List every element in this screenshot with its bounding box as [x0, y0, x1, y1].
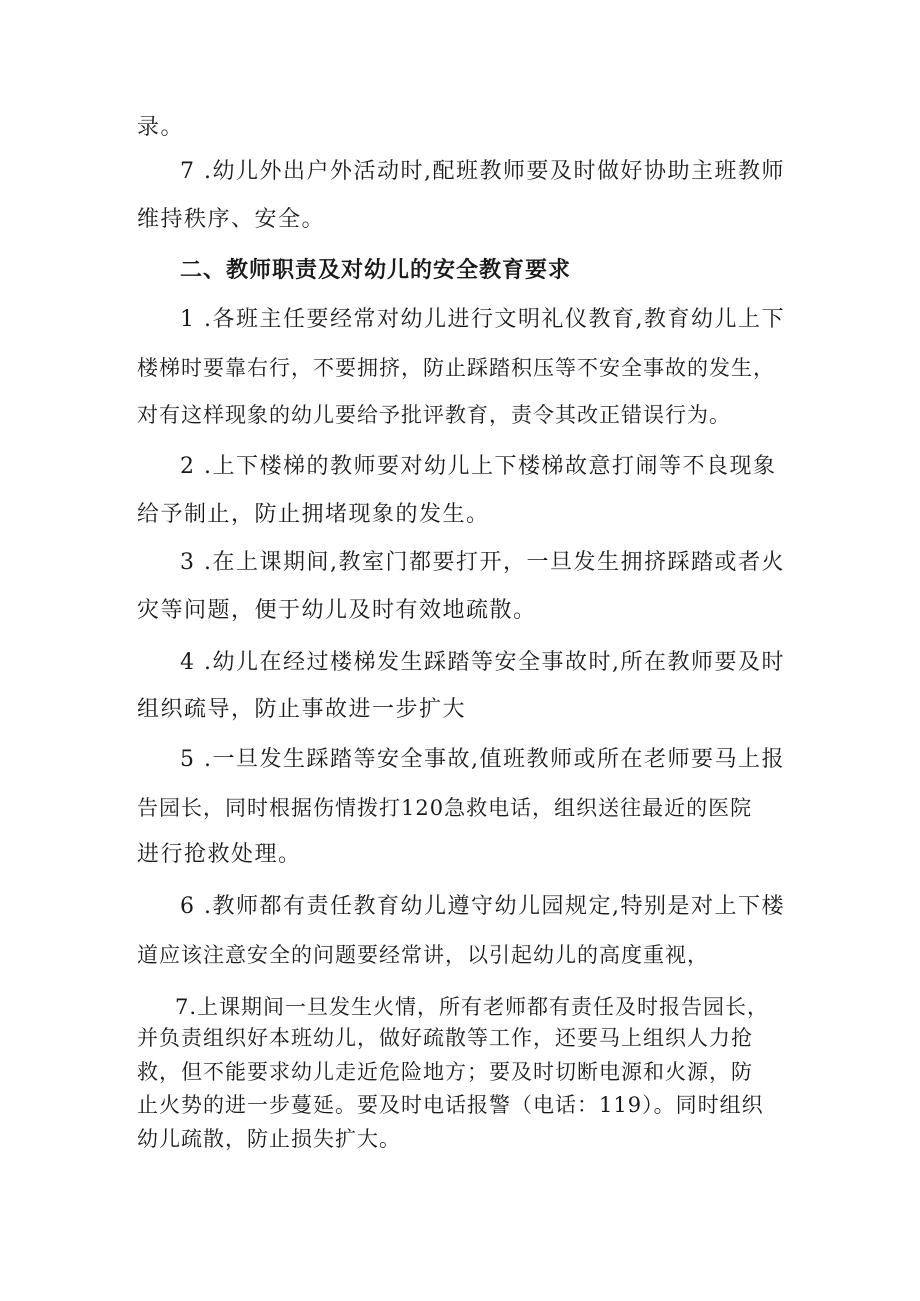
text-line: 1 .各班主任要经常对幼儿进行文明礼仪教育,教育幼儿上下	[180, 307, 785, 332]
text-line: 维持秩序、安全。	[137, 207, 326, 232]
text-line: 进行抢救处理。	[137, 842, 302, 867]
text-line: 录。	[137, 115, 185, 140]
text-line: 楼梯时要靠右行，不要拥挤，防止踩踏积压等不安全事故的发生，	[137, 356, 775, 380]
text-line: 7 .幼儿外出户外活动时,配班教师要及时做好协助主班教师	[180, 159, 785, 184]
text-line: 6 .教师都有责任教育幼儿遵守幼儿园规定,特别是对上下楼	[180, 894, 785, 919]
section-heading: 二、教师职责及对幼儿的安全教育要求	[180, 258, 572, 283]
text-line: 并负责组织好本班幼儿，做好疏散等工作，还要马上组织人力抢	[137, 1026, 753, 1050]
text-line: 5 .一旦发生踩踏等安全事故,值班教师或所在老师要马上报	[180, 747, 785, 772]
text-line: 4 .幼儿在经过楼梯发生踩踏等安全事故时,所在教师要及时	[180, 650, 785, 675]
text-line: 道应该注意安全的问题要经常讲，以引起幼儿的高度重视，	[137, 943, 709, 967]
text-line: 救，但不能要求幼儿走近危险地方；要及时切断电源和火源，防	[137, 1060, 753, 1084]
text-line: 给予制止，防止拥堵现象的发生。	[137, 502, 490, 527]
text-line: 幼儿疏散，防止损失扩大。	[137, 1127, 401, 1151]
text-line: 止火势的进一步蔓延。要及时电话报警（电话：119）。同时组织	[137, 1093, 764, 1117]
text-line: 告园长，同时根据伤情拨打120急救电话，组织送往最近的医院	[137, 796, 753, 820]
text-line: 灾等问题，便于幼儿及时有效地疏散。	[137, 598, 537, 623]
text-line: 对有这样现象的幼儿要给予批评教育，责令其改正错误行为。	[137, 403, 731, 427]
text-line: 3 .在上课期间,教室门都要打开，一旦发生拥挤踩踏或者火	[180, 550, 785, 575]
text-line: 7.上课期间一旦发生火情，所有老师都有责任及时报告园长，	[175, 995, 770, 1019]
text-line: 组织疏导，防止事故进一步扩大	[137, 697, 467, 722]
text-line: 2 .上下楼梯的教师要对幼儿上下楼梯故意打闹等不良现象	[180, 454, 777, 479]
